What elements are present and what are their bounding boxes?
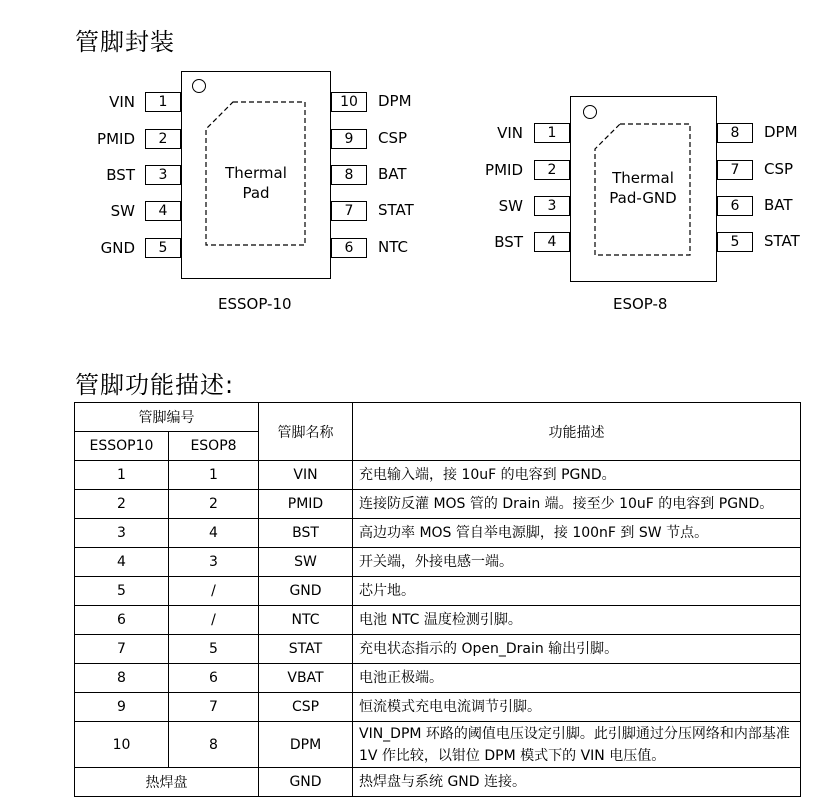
- pin-number: 8: [331, 165, 367, 185]
- cell-esop8: 1: [169, 461, 259, 490]
- cell-description: 恒流模式充电电流调节引脚。: [353, 693, 801, 722]
- cell-description: 充电输入端，接 10uF 的电容到 PGND。: [353, 461, 801, 490]
- cell-essop10: 1: [75, 461, 169, 490]
- cell-pin-name: DPM: [259, 722, 353, 768]
- pin-label: SW: [110, 202, 135, 220]
- cell-description: 电池正极端。: [353, 664, 801, 693]
- cell-esop8: /: [169, 606, 259, 635]
- cell-pin-name: PMID: [259, 490, 353, 519]
- cell-esop8: 3: [169, 548, 259, 577]
- pin1-marker-icon: [192, 79, 206, 93]
- pin-label: VIN: [109, 93, 135, 111]
- pin-label: BAT: [378, 165, 407, 183]
- cell-description: 芯片地。: [353, 577, 801, 606]
- cell-pin-name: GND: [259, 577, 353, 606]
- table-row: [75, 664, 801, 693]
- cell-esop8: 7: [169, 693, 259, 722]
- cell-essop10: 10: [75, 722, 169, 768]
- pad-line-2: Pad: [242, 184, 270, 202]
- pin-number: 8: [717, 123, 753, 143]
- pin-number: 7: [331, 201, 367, 221]
- pin-label: DPM: [764, 123, 798, 141]
- pin-number: 6: [717, 196, 753, 216]
- section-title-pin-description: 管脚功能描述:: [75, 371, 235, 399]
- pin-label: STAT: [764, 232, 800, 250]
- cell-description: 热焊盘与系统 GND 连接。: [353, 768, 801, 797]
- cell-description: 高边功率 MOS 管自举电源脚，接 100nF 到 SW 节点。: [353, 519, 801, 548]
- pin-label: BST: [494, 233, 523, 251]
- table-row: [75, 768, 801, 797]
- pin-label: NTC: [378, 238, 408, 256]
- cell-description: 开关端，外接电感一端。: [353, 548, 801, 577]
- pin-label: DPM: [378, 92, 412, 110]
- pin-number: 7: [717, 160, 753, 180]
- pad-line-1: Thermal: [612, 169, 674, 187]
- section-title-package: 管脚封装: [75, 28, 175, 56]
- cell-essop10: 8: [75, 664, 169, 693]
- pin-number: 4: [145, 201, 181, 221]
- cell-essop10: 7: [75, 635, 169, 664]
- pin-number: 2: [145, 129, 181, 149]
- pin-label: PMID: [485, 161, 523, 179]
- cell-pin-name: NTC: [259, 606, 353, 635]
- pin-number: 4: [534, 232, 570, 252]
- cell-essop10: 6: [75, 606, 169, 635]
- pin-label: BST: [106, 166, 135, 184]
- pin-number: 5: [145, 238, 181, 258]
- thermal-pad-label: [205, 163, 307, 203]
- cell-pin-name: STAT: [259, 635, 353, 664]
- cell-pin-name: VBAT: [259, 664, 353, 693]
- pin-label: VIN: [497, 124, 523, 142]
- cell-essop10: 2: [75, 490, 169, 519]
- table-row: [75, 693, 801, 722]
- cell-pin-name: CSP: [259, 693, 353, 722]
- cell-pin-name: SW: [259, 548, 353, 577]
- cell-essop10: 9: [75, 693, 169, 722]
- header-pin-name: 管脚名称: [259, 403, 353, 461]
- pad-line-1: Thermal: [225, 164, 287, 182]
- pin-label: BAT: [764, 196, 793, 214]
- table-row: [75, 490, 801, 519]
- pin-number: 1: [145, 92, 181, 112]
- pin-label: GND: [100, 239, 135, 257]
- pin-number: 6: [331, 238, 367, 258]
- cell-pin-name: VIN: [259, 461, 353, 490]
- pin-number: 1: [534, 123, 570, 143]
- cell-esop8: 8: [169, 722, 259, 768]
- table-row: [75, 722, 801, 768]
- cell-esop8: 5: [169, 635, 259, 664]
- pin-label: CSP: [764, 160, 794, 178]
- package-name: ESOP-8: [613, 295, 668, 313]
- cell-description: 连接防反灌 MOS 管的 Drain 端。接至少 10uF 的电容到 PGND。: [353, 490, 801, 519]
- pin-label: CSP: [378, 129, 408, 147]
- pin-number: 10: [331, 92, 367, 112]
- cell-essop10: 5: [75, 577, 169, 606]
- table-row: [75, 519, 801, 548]
- pin-number: 5: [717, 232, 753, 252]
- cell-description: 充电状态指示的 Open_Drain 输出引脚。: [353, 635, 801, 664]
- cell-esop8: 2: [169, 490, 259, 519]
- pin-number: 3: [145, 165, 181, 185]
- cell-esop8: 6: [169, 664, 259, 693]
- cell-esop8: /: [169, 577, 259, 606]
- pin-label: SW: [498, 197, 523, 215]
- table-row: [75, 548, 801, 577]
- cell-thermal-pad: 热焊盘: [75, 768, 259, 797]
- thermal-pad-label: [594, 168, 692, 208]
- header-pin-number: 管脚编号: [75, 403, 259, 432]
- header-essop10: ESSOP10: [75, 432, 169, 461]
- table-row: [75, 461, 801, 490]
- pin-label: STAT: [378, 201, 414, 219]
- cell-pin-name: BST: [259, 519, 353, 548]
- table-row: [75, 577, 801, 606]
- table-header-row: [75, 403, 801, 432]
- pin-number: 2: [534, 160, 570, 180]
- pad-line-2: Pad-GND: [609, 189, 677, 207]
- table-row: [75, 635, 801, 664]
- cell-essop10: 4: [75, 548, 169, 577]
- header-function-desc: 功能描述: [353, 403, 801, 461]
- cell-description: 电池 NTC 温度检测引脚。: [353, 606, 801, 635]
- package-name: ESSOP-10: [218, 295, 292, 313]
- pin1-marker-icon: [583, 105, 597, 119]
- pin-number: 9: [331, 129, 367, 149]
- header-esop8: ESOP8: [169, 432, 259, 461]
- pin-description-table: [74, 402, 801, 797]
- cell-esop8: 4: [169, 519, 259, 548]
- cell-description: VIN_DPM 环路的阈值电压设定引脚。此引脚通过分压网络和内部基准 1V 作比较，以钳位 DPM 模式下的 VIN 电压值。: [353, 722, 801, 768]
- cell-pin-name: GND: [259, 768, 353, 797]
- cell-essop10: 3: [75, 519, 169, 548]
- pin-number: 3: [534, 196, 570, 216]
- table-row: [75, 606, 801, 635]
- pin-label: PMID: [97, 130, 135, 148]
